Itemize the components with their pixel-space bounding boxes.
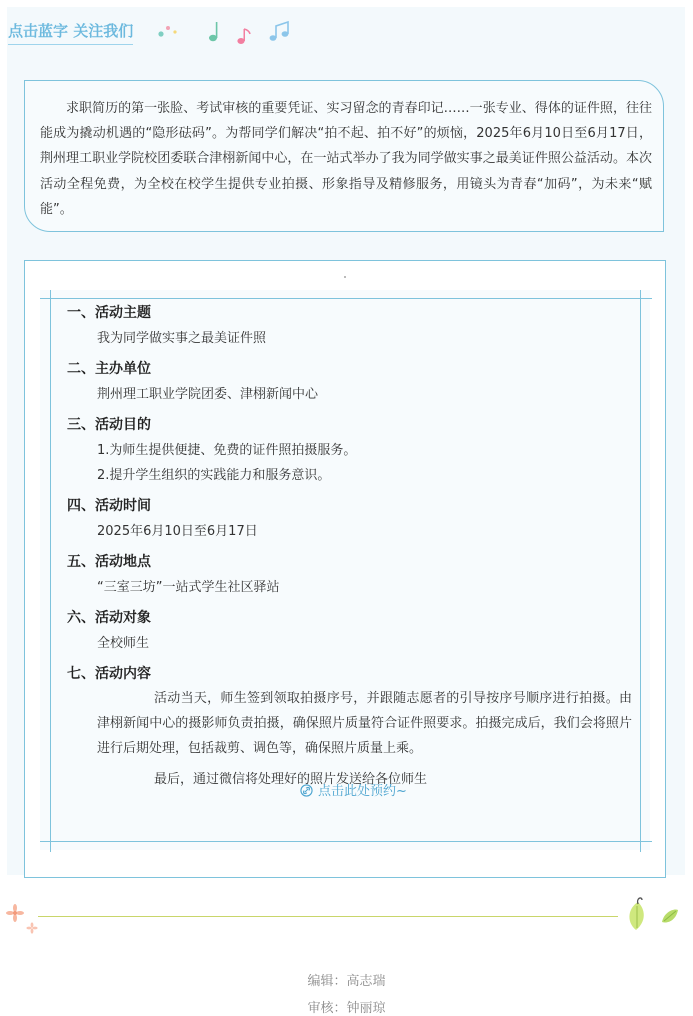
section-line: 2025年6月10日至6月17日 xyxy=(97,524,258,539)
link-icon xyxy=(300,784,313,797)
section-title-purpose: 三、活动目的 xyxy=(67,417,151,433)
frame-line-left xyxy=(50,290,51,852)
section-title-theme: 一、活动主题 xyxy=(67,305,151,321)
intro-text: 求职简历的第一张脸、考试审核的重要凭证、实习留念的青春印记……一张专业、得体的证件照，往往能成为撬动机遇的“隐形砝码”。为帮同学们解决“拍不起、拍不好”的烦恼，2025年6月10日至6月17日，荆州理工职业学院校团委联合津栩新闻中心，在一站式举办了我为同学做实事之最美证件照公益活动。本次活动全程免费，为全校在校学生提供专业拍摄、形象指导及精修服务，用镜头为青春“加码”，为未来“赋能”。 xyxy=(40,101,652,217)
section-line: 2.提升学生组织的实践能力和服务意识。 xyxy=(97,468,331,483)
leaf-icon xyxy=(622,896,680,932)
section-line: 1.为师生提供便捷、免费的证件照拍摄服务。 xyxy=(97,443,357,458)
section-line: 我为同学做实事之最美证件照 xyxy=(97,331,267,346)
section-title-time: 四、活动时间 xyxy=(67,498,151,514)
flower-icon xyxy=(6,904,40,934)
editor-credit: 编辑：高志瑞 xyxy=(307,974,386,989)
decorative-dot xyxy=(344,276,346,278)
frame-line-bottom xyxy=(40,841,652,842)
follow-us-banner[interactable]: 点击蓝字 关注我们 xyxy=(8,20,133,45)
section-title-location: 五、活动地点 xyxy=(67,554,151,570)
section-line: 全校师生 xyxy=(97,636,150,651)
section-line: 荆州理工职业学院团委、津栩新闻中心 xyxy=(97,387,319,402)
section-title-content: 七、活动内容 xyxy=(67,666,151,682)
section-line: “三室三坊”一站式学生社区驿站 xyxy=(97,580,280,595)
music-notes-icon xyxy=(155,16,295,46)
reviewer-credit: 审核：钟丽琼 xyxy=(307,1001,386,1016)
content-paragraph: 活动当天，师生签到领取拍摄序号，并跟随志愿者的引导按序号顺序进行拍摄。由津栩新闻中心的摄影师负责拍摄，确保照片质量符合证件照要求。拍摄完成后，我们会将照片进行后期处理，包括裁剪、调色等，确保照片质量上乘。 xyxy=(97,691,632,757)
frame-line-top xyxy=(40,298,652,299)
activity-content xyxy=(67,303,632,802)
booking-label[interactable]: 点击此处预约~ xyxy=(318,784,407,799)
footer-divider xyxy=(38,916,618,917)
frame-line-right xyxy=(640,290,641,852)
content-paragraph-final: 最后，通过微信将处理好的照片发送给各位师生 xyxy=(154,771,428,787)
section-title-audience: 六、活动对象 xyxy=(67,610,151,626)
section-title-organizer: 二、主办单位 xyxy=(67,361,151,377)
booking-link[interactable] xyxy=(300,780,407,799)
